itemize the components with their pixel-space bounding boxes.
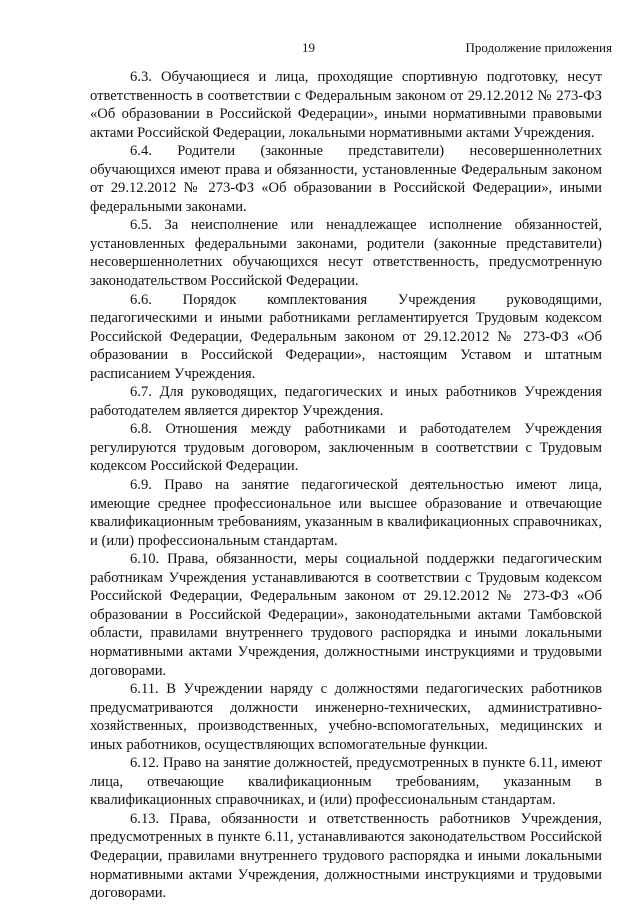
paragraph-text: Отношения между работниками и работодателем Учреждения регулируются трудовым договором, заключенным в соответствии с Трудовым кодексом Российской Федерации. xyxy=(90,421,602,475)
document-body xyxy=(90,68,602,903)
page-number: 19 xyxy=(302,40,315,55)
paragraph-number: 6.9. xyxy=(130,477,152,494)
paragraph-number: 6.7. xyxy=(130,384,152,401)
paragraph-6-5 xyxy=(90,216,602,290)
paragraph-text: Родители (законные представители) несовершеннолетних обучающихся имеют права и обязанности, установленные Федеральным законом от 29.12.2012 № 273-ФЗ «Об образовании в Российской Федерации», иными федеральными законами. xyxy=(90,143,602,215)
paragraph-6-4 xyxy=(90,142,602,216)
paragraph-6-8 xyxy=(90,420,602,476)
paragraph-text: Право на занятие должностей, предусмотренных в пункте 6.11, имеют лица, отвечающие квалификационным требованиям, указанным в квалификационных справочниках, и (или) профессиональным стандартам. xyxy=(90,755,602,809)
paragraph-6-7 xyxy=(90,383,602,420)
paragraph-number: 6.4. xyxy=(130,143,152,160)
paragraph-number: 6.3. xyxy=(130,69,152,85)
running-header: Продолжение приложения xyxy=(465,40,612,55)
paragraph-6-12 xyxy=(90,754,602,810)
paragraph-6-13 xyxy=(90,810,602,903)
paragraph-6-3 xyxy=(90,68,602,142)
paragraph-text: Право на занятие педагогической деятельностью имеют лица, имеющие среднее профессиональное или высшее образование и отвечающие квалификационным требованиям, указанным в квалификационных справочниках, и (или) профессиональным стандартам. xyxy=(90,477,603,549)
paragraph-6-6 xyxy=(90,291,602,384)
paragraph-number: 6.13. xyxy=(130,810,160,827)
paragraph-text: За неисполнение или ненадлежащее исполнение обязанностей, установленных федеральными законами, родители (законные представители) несовершеннолетних обучающихся несут ответственность, предусмотренную законодательством Российской Федерации. xyxy=(90,217,603,290)
paragraph-text: Права, обязанности и ответственность работников Учреждения, предусмотренных в пункте 6.11, устанавливаются законодательством Российской Федерации, правилами внутреннего трудового распорядка и иными локальными нормативными актами Учреждения, должностными инструкциями и трудовыми договорами. xyxy=(90,810,602,902)
paragraph-6-9 xyxy=(90,476,602,550)
paragraph-text: Для руководящих, педагогических и иных работников Учреждения работодателем является директор Учреждения. xyxy=(90,384,603,419)
paragraph-text: Порядок комплектования Учреждения руководящими, педагогическими и иными работниками регламентируется Трудовым кодексом Российской Федерации, Федеральным законом от 29.12.2012 № 273-ФЗ «Об образовании в Российской Федерации», настоящим Уставом и штатным расписанием Учреждения. xyxy=(90,291,602,382)
paragraph-text: Обучающиеся и лица, проходящие спортивную подготовку, несут ответственность в соответствии с Федеральным законом от 29.12.2012 № 273-ФЗ «Об образовании в Российской Федерации», иными нормативными правовыми актами Российской Федерации, локальными нормативными актами Учреждения. xyxy=(90,69,602,141)
paragraph-number: 6.8. xyxy=(130,421,152,438)
paragraph-text: Права, обязанности, меры социальной поддержки педагогическим работникам Учреждения устанавливаются в соответствии с Трудовым кодексом Российской Федерации, Федеральным законом от 29.12.2012 № 273-ФЗ «Об образовании в Российской Федерации», законодательными актами Тамбовской области, правилами внутреннего трудового распорядка и иными локальными нормативными актами Учреждения, должностными инструкциями и трудовыми договорами. xyxy=(90,551,602,679)
paragraph-text: В Учреждении наряду с должностями педагогических работников предусматриваются должности инженерно-технических, административно-хозяйственных, производственных, учебно-вспомогательных, медицинских и иных работников, осуществляющих вспомогательные функции. xyxy=(90,681,602,753)
paragraph-number: 6.10. xyxy=(130,551,160,568)
paragraph-number: 6.12. xyxy=(130,755,160,772)
paragraph-number: 6.5. xyxy=(130,217,152,234)
paragraph-6-10 xyxy=(90,550,602,680)
paragraph-6-11 xyxy=(90,680,602,754)
paragraph-number: 6.11. xyxy=(130,681,159,698)
paragraph-number: 6.6. xyxy=(130,291,152,308)
